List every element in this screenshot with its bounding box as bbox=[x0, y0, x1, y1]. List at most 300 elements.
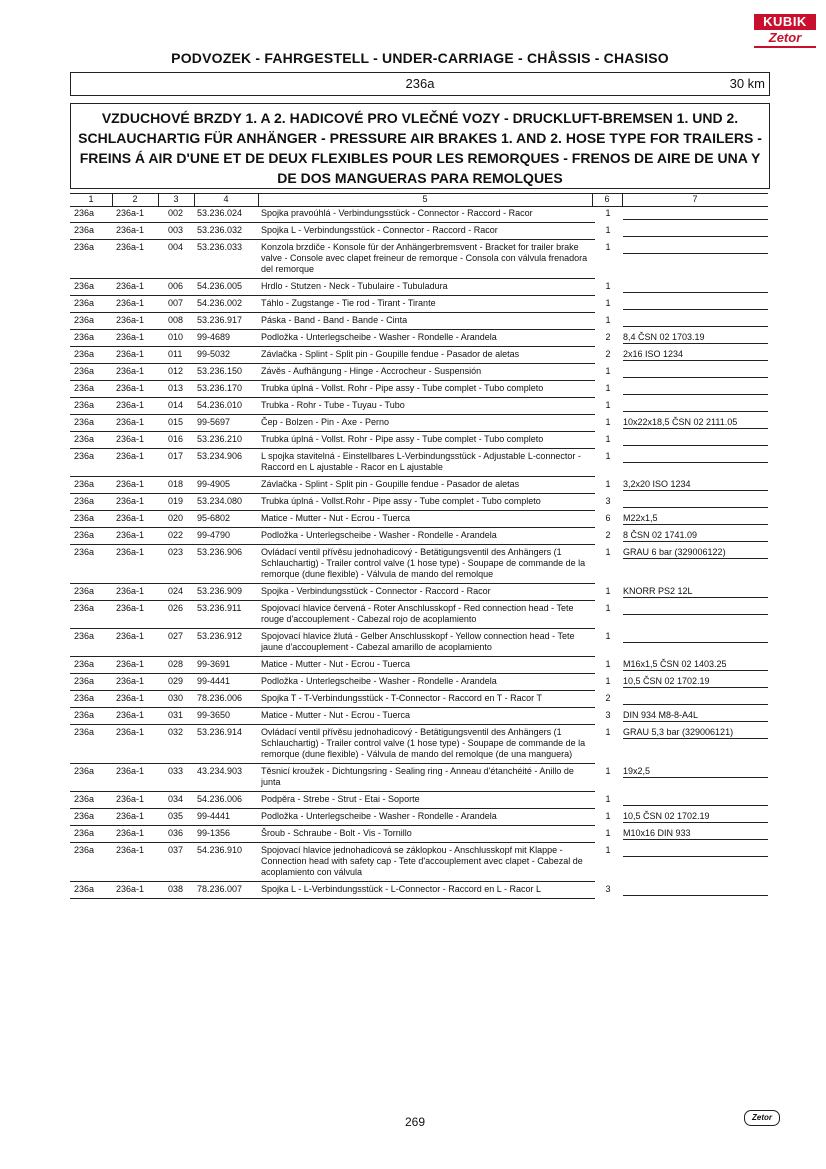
table-row bbox=[70, 315, 768, 332]
cell-c5: Spojovací hlavice červená - Roter Anschlusskopf - Red connection head - Tete rouge d'accouplement - Cabezal rojo de acoplamiento bbox=[261, 603, 574, 624]
cell-c1: 236a bbox=[74, 383, 95, 393]
cell-c4: 53.236.909 bbox=[197, 586, 243, 596]
cell-c7 bbox=[623, 794, 768, 806]
cell-c4: 54.236.005 bbox=[197, 281, 243, 291]
cell-c2: 236a-1 bbox=[116, 766, 145, 776]
row-rule bbox=[70, 414, 595, 415]
cell-c4: 53.234.080 bbox=[197, 496, 243, 506]
row-rule bbox=[70, 673, 595, 674]
cell-c1: 236a bbox=[74, 496, 95, 506]
cell-c2: 236a-1 bbox=[116, 603, 145, 613]
cell-c6: 1 bbox=[605, 298, 611, 308]
cell-c5: Těsnicí kroužek - Dichtungsring - Sealing ring - Anneau d'étanchéité - Anillo de junta bbox=[261, 766, 574, 787]
table-row bbox=[70, 349, 768, 366]
cell-c6: 1 bbox=[605, 479, 611, 489]
row-rule bbox=[70, 380, 595, 381]
cell-c4: 53.236.917 bbox=[197, 315, 243, 325]
col-divider bbox=[194, 193, 195, 207]
cell-c1: 236a bbox=[74, 479, 95, 489]
cell-c3: 011 bbox=[168, 349, 183, 359]
cell-c5: Hrdlo - Stutzen - Neck - Tubulaire - Tubuladura bbox=[261, 281, 448, 291]
table-row bbox=[70, 547, 768, 586]
cell-c1: 236a bbox=[74, 434, 95, 444]
cell-c4: 53.236.210 bbox=[197, 434, 243, 444]
cell-c2: 236a-1 bbox=[116, 496, 145, 506]
cell-c1: 236a bbox=[74, 811, 95, 821]
cell-c6: 1 bbox=[605, 547, 611, 557]
row-rule bbox=[70, 222, 595, 223]
cell-c1: 236a bbox=[74, 242, 95, 252]
row-rule bbox=[70, 690, 595, 691]
table-row bbox=[70, 417, 768, 434]
cell-c4: 53.236.914 bbox=[197, 727, 243, 737]
cell-c4: 54.236.002 bbox=[197, 298, 243, 308]
cell-c7: DIN 934 M8-8-A4L bbox=[623, 710, 768, 722]
cell-c2: 236a-1 bbox=[116, 794, 145, 804]
table-row bbox=[70, 298, 768, 315]
cell-c2: 236a-1 bbox=[116, 242, 145, 252]
cell-c3: 020 bbox=[168, 513, 184, 523]
cell-c6: 1 bbox=[605, 208, 611, 218]
cell-c2: 236a-1 bbox=[116, 727, 145, 737]
cell-c3: 013 bbox=[168, 383, 184, 393]
table-row bbox=[70, 727, 768, 766]
cell-c6: 1 bbox=[605, 828, 611, 838]
cell-c4: 78.236.006 bbox=[197, 693, 243, 703]
footer-zetor-logo: Zetor bbox=[744, 1110, 780, 1126]
page-number: 269 bbox=[404, 1115, 426, 1129]
table-row bbox=[70, 710, 768, 727]
cell-c4: 99-1356 bbox=[197, 828, 231, 838]
cell-c5: Závěs - Aufhängung - Hinge - Accrocheur - Suspensión bbox=[261, 366, 482, 376]
row-rule bbox=[70, 397, 595, 398]
row-rule bbox=[70, 808, 595, 809]
cell-c2: 236a-1 bbox=[116, 845, 145, 855]
cell-c3: 031 bbox=[168, 710, 184, 720]
cell-c6: 1 bbox=[605, 631, 611, 641]
table-row bbox=[70, 496, 768, 513]
cell-c2: 236a-1 bbox=[116, 400, 145, 410]
cell-c7 bbox=[623, 298, 768, 310]
cell-c4: 54.236.006 bbox=[197, 794, 243, 804]
cell-c7 bbox=[623, 451, 768, 463]
row-rule bbox=[70, 346, 595, 347]
cell-c6: 1 bbox=[605, 281, 611, 291]
cell-c2: 236a-1 bbox=[116, 676, 145, 686]
cell-c1: 236a bbox=[74, 417, 95, 427]
cell-c4: 99-5032 bbox=[197, 349, 231, 359]
cell-c3: 034 bbox=[168, 794, 184, 804]
table-row bbox=[70, 434, 768, 451]
cell-c7 bbox=[623, 366, 768, 378]
cell-c3: 007 bbox=[168, 298, 184, 308]
cell-c4: 78.236.007 bbox=[197, 884, 243, 894]
table-row bbox=[70, 811, 768, 828]
cell-c4: 99-4689 bbox=[197, 332, 231, 342]
table-row bbox=[70, 693, 768, 710]
cell-c5: Konzola brzdiče - Konsole für der Anhängerbremsvent - Bracket for trailer brake valve - Console avec clapet freineur de remorque - Consola con válvula frenadora del remorque bbox=[261, 242, 588, 274]
cell-c1: 236a bbox=[74, 631, 95, 641]
cell-c7: 3,2x20 ISO 1234 bbox=[623, 479, 768, 491]
row-rule bbox=[70, 312, 595, 313]
cell-c3: 018 bbox=[168, 479, 184, 489]
cell-c1: 236a bbox=[74, 828, 95, 838]
cell-c1: 236a bbox=[74, 315, 95, 325]
cell-c2: 236a-1 bbox=[116, 659, 145, 669]
cell-c3: 022 bbox=[168, 530, 184, 540]
cell-c5: L spojka stavitelná - Einstellbares L-Verbindungsstück - Adjustable L-connector - Raccord en L ajustable - Racor en L ajustable bbox=[261, 451, 581, 472]
cell-c1: 236a bbox=[74, 845, 95, 855]
cell-c7 bbox=[623, 208, 768, 220]
cell-c2: 236a-1 bbox=[116, 479, 145, 489]
cell-c2: 236a-1 bbox=[116, 811, 145, 821]
table-row bbox=[70, 659, 768, 676]
cell-c4: 99-4790 bbox=[197, 530, 231, 540]
cell-c1: 236a bbox=[74, 676, 95, 686]
cell-c7: GRAU 6 bar (329006122) bbox=[623, 547, 768, 559]
table-row bbox=[70, 451, 768, 479]
cell-c2: 236a-1 bbox=[116, 530, 145, 540]
cell-c1: 236a bbox=[74, 513, 95, 523]
cell-c7 bbox=[623, 845, 768, 857]
cell-c7: GRAU 5,3 bar (329006121) bbox=[623, 727, 768, 739]
cell-c2: 236a-1 bbox=[116, 693, 145, 703]
cell-c7: 2x16 ISO 1234 bbox=[623, 349, 768, 361]
cell-c1: 236a bbox=[74, 710, 95, 720]
cell-c3: 033 bbox=[168, 766, 184, 776]
cell-c4: 53.236.912 bbox=[197, 631, 243, 641]
cell-c7: 8 ČSN 02 1741.09 bbox=[623, 530, 768, 542]
cell-c4: 53.236.906 bbox=[197, 547, 243, 557]
cell-c6: 2 bbox=[605, 349, 611, 359]
cell-c3: 006 bbox=[168, 281, 184, 291]
cell-c5: Spojka - Verbindungsstück - Connector - Raccord - Racor bbox=[261, 586, 491, 596]
row-rule bbox=[70, 791, 595, 792]
cell-c1: 236a bbox=[74, 693, 95, 703]
description-text: VZDUCHOVÉ BRZDY 1. A 2. HADICOVÉ PRO VLEČNÉ VOZY - DRUCKLUFT-BREMSEN 1. UND 2. SCHLAUCHARTIG FÜR ANHÄNGER - PRESSURE AIR BRAKES 1. AND 2. HOSE TYPE FOR TRAILERS - FREINS Á AIR D'UNE ET DE DEUX FLEXIBLES POUR LES REMORQUES - FRENOS DE AIRE DE UNA Y DE DOS MANGUERAS PARA REMOLQUES bbox=[78, 110, 762, 186]
cell-c7 bbox=[623, 496, 768, 508]
cell-c1: 236a bbox=[74, 603, 95, 613]
cell-c7: 10,5 ČSN 02 1702.19 bbox=[623, 811, 768, 823]
table-row bbox=[70, 479, 768, 496]
cell-c7: M10x16 DIN 933 bbox=[623, 828, 768, 840]
cell-c6: 1 bbox=[605, 766, 611, 776]
cell-c5: Ovládací ventil přívěsu jednohadicový - Betätigungsventil des Anhängers (1 Schlauchartig) - Trailer control valve (1 hose type) - Soupape de commande de la remorque (dune flexible) - Válvula de mando del remolque (de una manguera) bbox=[261, 727, 586, 759]
cell-c2: 236a-1 bbox=[116, 225, 145, 235]
cell-c1: 236a bbox=[74, 281, 95, 291]
cell-c2: 236a-1 bbox=[116, 513, 145, 523]
row-rule bbox=[70, 527, 595, 528]
table-row bbox=[70, 513, 768, 530]
col-2: 2 bbox=[132, 194, 138, 204]
cell-c5: Trubka úplná - Vollst.Rohr - Pipe assy - Tube complet - Tubo completo bbox=[261, 496, 541, 506]
table-row bbox=[70, 281, 768, 298]
cell-c5: Podložka - Unterlegscheibe - Washer - Rondelle - Arandela bbox=[261, 530, 497, 540]
row-rule bbox=[70, 329, 595, 330]
cell-c6: 1 bbox=[605, 586, 611, 596]
cell-c4: 53.234.906 bbox=[197, 451, 243, 461]
cell-c6: 2 bbox=[605, 530, 611, 540]
table-row bbox=[70, 242, 768, 281]
cell-c5: Spojka L - L-Verbindungsstück - L-Connector - Raccord en L - Racor L bbox=[261, 884, 541, 894]
row-rule bbox=[70, 239, 595, 240]
cell-c7 bbox=[623, 693, 768, 705]
cell-c6: 1 bbox=[605, 417, 611, 427]
cell-c5: Matice - Mutter - Nut - Ecrou - Tuerca bbox=[261, 710, 411, 720]
cell-c1: 236a bbox=[74, 530, 95, 540]
cell-c3: 008 bbox=[168, 315, 184, 325]
section-speed: 30 km bbox=[729, 76, 765, 91]
cell-c1: 236a bbox=[74, 659, 95, 669]
table-row bbox=[70, 530, 768, 547]
row-rule bbox=[70, 583, 595, 584]
page-header: PODVOZEK - FAHRGESTELL - UNDER-CARRIAGE - CHÅSSIS - CHASISO bbox=[171, 50, 669, 66]
cell-c4: 43.234.903 bbox=[197, 766, 243, 776]
cell-c1: 236a bbox=[74, 451, 95, 461]
cell-c3: 019 bbox=[168, 496, 184, 506]
row-rule bbox=[70, 448, 595, 449]
cell-c6: 1 bbox=[605, 676, 611, 686]
row-rule bbox=[70, 724, 595, 725]
table-row bbox=[70, 208, 768, 225]
table-row bbox=[70, 794, 768, 811]
cell-c3: 026 bbox=[168, 603, 184, 613]
row-rule bbox=[70, 842, 595, 843]
table-row bbox=[70, 586, 768, 603]
cell-c1: 236a bbox=[74, 208, 95, 218]
cell-c5: Spojka L - Verbindungsstück - Connector - Raccord - Racor bbox=[261, 225, 498, 235]
cell-c5: Spojka pravoúhlá - Verbindungsstück - Connector - Raccord - Racor bbox=[261, 208, 533, 218]
cell-c7: M16x1,5 ČSN 02 1403.25 bbox=[623, 659, 768, 671]
row-rule bbox=[70, 600, 595, 601]
cell-c3: 010 bbox=[168, 332, 184, 342]
cell-c6: 6 bbox=[605, 513, 611, 523]
cell-c7 bbox=[623, 281, 768, 293]
cell-c6: 1 bbox=[605, 845, 611, 855]
cell-c2: 236a-1 bbox=[116, 547, 145, 557]
cell-c2: 236a-1 bbox=[116, 884, 145, 894]
col-divider bbox=[158, 193, 159, 207]
cell-c7: 10x22x18,5 ČSN 02 2111.05 bbox=[623, 417, 768, 429]
cell-c6: 2 bbox=[605, 332, 611, 342]
cell-c1: 236a bbox=[74, 349, 95, 359]
cell-c5: Podložka - Unterlegscheibe - Washer - Rondelle - Arandela bbox=[261, 676, 497, 686]
table-row bbox=[70, 366, 768, 383]
cell-c2: 236a-1 bbox=[116, 349, 145, 359]
cell-c2: 236a-1 bbox=[116, 451, 145, 461]
cell-c6: 1 bbox=[605, 366, 611, 376]
cell-c7 bbox=[623, 603, 768, 615]
cell-c4: 53.236.032 bbox=[197, 225, 243, 235]
cell-c5: Spojka T - T-Verbindungsstück - T-Connector - Raccord en T - Racor T bbox=[261, 693, 542, 703]
row-rule bbox=[70, 628, 595, 629]
row-rule bbox=[70, 544, 595, 545]
cell-c7 bbox=[623, 884, 768, 896]
cell-c3: 027 bbox=[168, 631, 184, 641]
cell-c1: 236a bbox=[74, 884, 95, 894]
cell-c7 bbox=[623, 631, 768, 643]
cell-c3: 032 bbox=[168, 727, 184, 737]
cell-c6: 3 bbox=[605, 710, 611, 720]
cell-c6: 1 bbox=[605, 451, 611, 461]
row-rule bbox=[70, 881, 595, 882]
cell-c7 bbox=[623, 315, 768, 327]
row-rule bbox=[70, 898, 595, 899]
col-divider bbox=[622, 193, 623, 207]
table-row bbox=[70, 225, 768, 242]
cell-c2: 236a-1 bbox=[116, 315, 145, 325]
logo-kubik: KUBIK bbox=[754, 14, 816, 30]
cell-c5: Závlačka - Splint - Split pin - Goupille fendue - Pasador de aletas bbox=[261, 479, 520, 489]
row-rule bbox=[70, 656, 595, 657]
table-row bbox=[70, 383, 768, 400]
cell-c5: Čep - Bolzen - Pin - Axe - Perno bbox=[261, 417, 390, 427]
cell-c4: 53.236.911 bbox=[197, 603, 242, 613]
cell-c1: 236a bbox=[74, 586, 95, 596]
column-header bbox=[70, 193, 768, 207]
cell-c7: 19x2,5 bbox=[623, 766, 768, 778]
cell-c2: 236a-1 bbox=[116, 828, 145, 838]
cell-c5: Ovládací ventil přívěsu jednohadicový - Betätigungsventil des Anhängers (1 Schlauchartig) - Trailer control valve (1 hose type) - Soupape de commande de la remorque (dune flexible) - Válvula de mando del remolque bbox=[261, 547, 586, 579]
cell-c2: 236a-1 bbox=[116, 332, 145, 342]
cell-c6: 3 bbox=[605, 496, 611, 506]
col-divider bbox=[258, 193, 259, 207]
cell-c6: 1 bbox=[605, 603, 611, 613]
col-3: 3 bbox=[173, 194, 179, 204]
cell-c3: 029 bbox=[168, 676, 184, 686]
cell-c6: 1 bbox=[605, 400, 611, 410]
cell-c5: Trubka úplná - Vollst. Rohr - Pipe assy - Tube complet - Tubo completo bbox=[261, 383, 544, 393]
cell-c6: 1 bbox=[605, 811, 611, 821]
cell-c1: 236a bbox=[74, 547, 95, 557]
cell-c6: 3 bbox=[605, 884, 611, 894]
cell-c2: 236a-1 bbox=[116, 631, 145, 641]
cell-c3: 015 bbox=[168, 417, 184, 427]
cell-c4: 99-4905 bbox=[197, 479, 231, 489]
table-row bbox=[70, 766, 768, 794]
cell-c7 bbox=[623, 242, 768, 254]
cell-c6: 1 bbox=[605, 659, 611, 669]
cell-c2: 236a-1 bbox=[116, 417, 145, 427]
cell-c6: 1 bbox=[605, 434, 611, 444]
description-box bbox=[70, 103, 770, 189]
cell-c3: 036 bbox=[168, 828, 184, 838]
cell-c3: 035 bbox=[168, 811, 184, 821]
cell-c3: 003 bbox=[168, 225, 184, 235]
cell-c5: Podložka - Unterlegscheibe - Washer - Rondelle - Arandela bbox=[261, 332, 497, 342]
cell-c1: 236a bbox=[74, 400, 95, 410]
cell-c5: Matice - Mutter - Nut - Ecrou - Tuerca bbox=[261, 659, 411, 669]
cell-c3: 024 bbox=[168, 586, 184, 596]
col-6: 6 bbox=[604, 194, 610, 204]
row-rule bbox=[70, 825, 595, 826]
cell-c2: 236a-1 bbox=[116, 586, 145, 596]
cell-c5: Táhlo - Zugstange - Tie rod - Tirant - Tirante bbox=[261, 298, 436, 308]
cell-c7: 10,5 ČSN 02 1702.19 bbox=[623, 676, 768, 688]
cell-c2: 236a-1 bbox=[116, 281, 145, 291]
cell-c6: 1 bbox=[605, 315, 611, 325]
cell-c4: 99-5697 bbox=[197, 417, 231, 427]
cell-c3: 002 bbox=[168, 208, 184, 218]
cell-c4: 53.236.033 bbox=[197, 242, 243, 252]
cell-c7: 8,4 ČSN 02 1703.19 bbox=[623, 332, 768, 344]
cell-c5: Spojovací hlavice jednohadicová se záklopkou - Anschlusskopf mit Klappe - Connection head with safety cap - Tete d'accouplement avec clapet - Cabezal de acoplamiento con válvula bbox=[261, 845, 583, 877]
cell-c6: 1 bbox=[605, 225, 611, 235]
cell-c5: Závlačka - Splint - Split pin - Goupille fendue - Pasador de aletas bbox=[261, 349, 520, 359]
cell-c1: 236a bbox=[74, 332, 95, 342]
cell-c3: 017 bbox=[168, 451, 184, 461]
cell-c2: 236a-1 bbox=[116, 434, 145, 444]
cell-c4: 95-6802 bbox=[197, 513, 231, 523]
cell-c5: Podložka - Unterlegscheibe - Washer - Rondelle - Arandela bbox=[261, 811, 497, 821]
cell-c4: 53.236.150 bbox=[197, 366, 243, 376]
cell-c7 bbox=[623, 225, 768, 237]
cell-c6: 2 bbox=[605, 693, 611, 703]
cell-c7: M22x1,5 bbox=[623, 513, 768, 525]
table-row bbox=[70, 676, 768, 693]
row-rule bbox=[70, 278, 595, 279]
table-row bbox=[70, 884, 768, 901]
col-1: 1 bbox=[88, 194, 94, 204]
cell-c7 bbox=[623, 434, 768, 446]
cell-c7 bbox=[623, 383, 768, 395]
cell-c5: Trubka - Rohr - Tube - Tuyau - Tubo bbox=[261, 400, 405, 410]
cell-c7: KNORR PS2 12L bbox=[623, 586, 768, 598]
cell-c3: 037 bbox=[168, 845, 184, 855]
cell-c5: Matice - Mutter - Nut - Ecrou - Tuerca bbox=[261, 513, 411, 523]
cell-c3: 038 bbox=[168, 884, 184, 894]
row-rule bbox=[70, 476, 595, 477]
cell-c4: 54.236.010 bbox=[197, 400, 243, 410]
cell-c2: 236a-1 bbox=[116, 298, 145, 308]
cell-c4: 99-4441 bbox=[197, 811, 231, 821]
section-box bbox=[70, 72, 770, 96]
cell-c6: 1 bbox=[605, 794, 611, 804]
cell-c3: 004 bbox=[168, 242, 184, 252]
section-code: 236a bbox=[405, 76, 435, 91]
cell-c6: 1 bbox=[605, 727, 611, 737]
cell-c4: 99-3650 bbox=[197, 710, 231, 720]
kubik-zetor-logo bbox=[754, 14, 816, 54]
cell-c1: 236a bbox=[74, 727, 95, 737]
table-row bbox=[70, 400, 768, 417]
cell-c4: 53.236.170 bbox=[197, 383, 243, 393]
row-rule bbox=[70, 763, 595, 764]
cell-c3: 014 bbox=[168, 400, 184, 410]
cell-c2: 236a-1 bbox=[116, 710, 145, 720]
cell-c5: Podpěra - Strebe - Strut - Etai - Soporte bbox=[261, 794, 420, 804]
row-rule bbox=[70, 431, 595, 432]
row-rule bbox=[70, 363, 595, 364]
table-row bbox=[70, 603, 768, 631]
row-rule bbox=[70, 295, 595, 296]
cell-c4: 53.236.024 bbox=[197, 208, 243, 218]
logo-zetor: Zetor bbox=[754, 30, 816, 48]
cell-c4: 99-3691 bbox=[197, 659, 231, 669]
cell-c2: 236a-1 bbox=[116, 383, 145, 393]
col-divider bbox=[112, 193, 113, 207]
row-rule bbox=[70, 707, 595, 708]
cell-c4: 99-4441 bbox=[197, 676, 231, 686]
cell-c4: 54.236.910 bbox=[197, 845, 243, 855]
table-row bbox=[70, 845, 768, 884]
col-4: 4 bbox=[223, 194, 229, 204]
row-rule bbox=[70, 493, 595, 494]
table-row bbox=[70, 828, 768, 845]
cell-c1: 236a bbox=[74, 225, 95, 235]
col-7: 7 bbox=[692, 194, 698, 204]
cell-c1: 236a bbox=[74, 766, 95, 776]
